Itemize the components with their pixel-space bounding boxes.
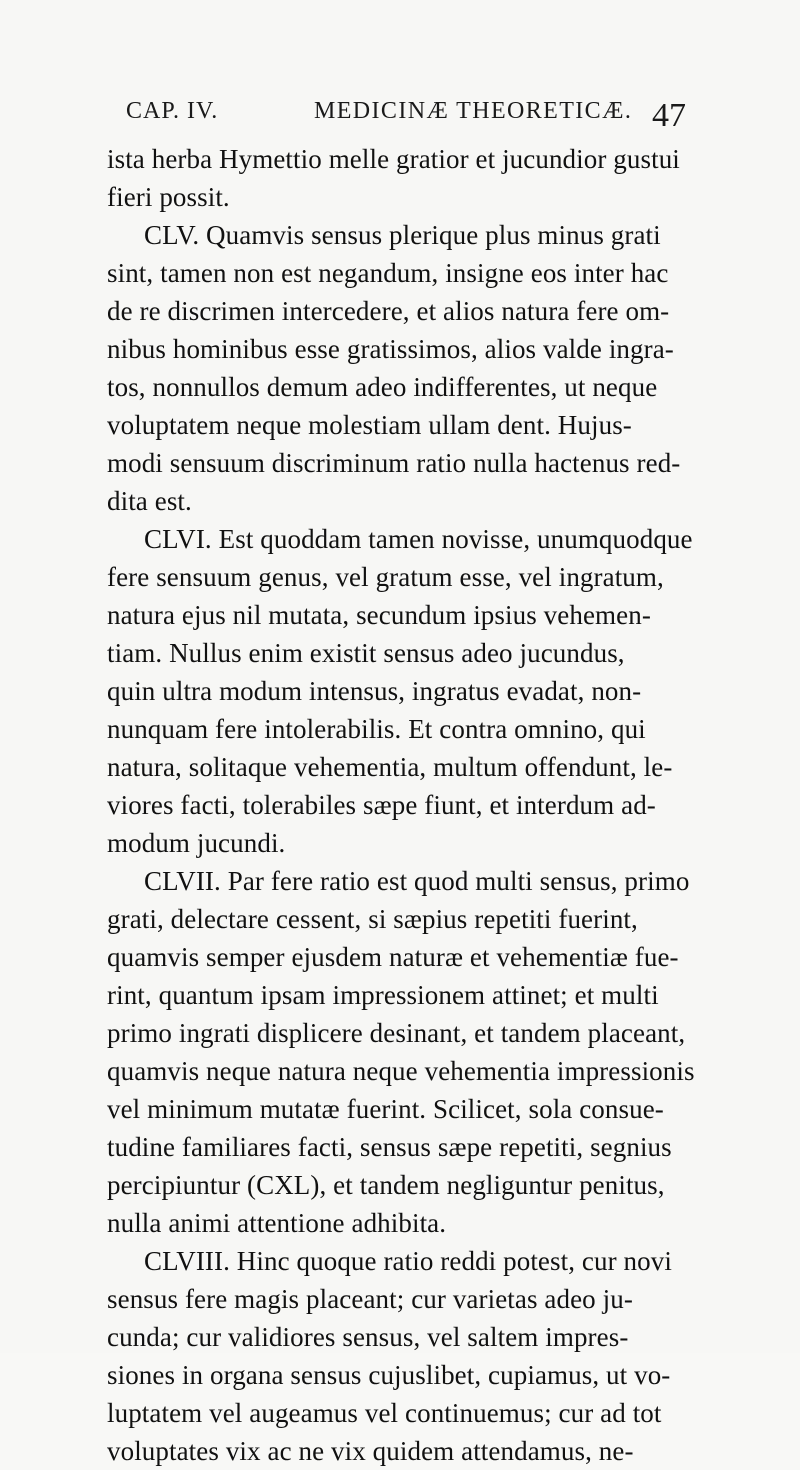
text-line: modi sensuum discriminum ratio nulla hactenus red- <box>107 448 681 478</box>
text-line: dita est. <box>107 486 192 516</box>
text-line: tiam. Nullus enim existit sensus adeo jucundus, <box>107 638 625 668</box>
text-line: primo ingrati displicere desinant, et tandem placeant, <box>107 1018 686 1048</box>
text-line: modum jucundi. <box>107 828 286 858</box>
text-line: grati, delectare cessent, si sæpius repetiti fuerint, <box>107 904 638 934</box>
running-header <box>126 98 686 138</box>
text-line: rint, quantum ipsam impressionem attinet; et multi <box>107 980 659 1010</box>
text-line: tos, nonnullos demum adeo indifferentes, ut neque <box>107 372 658 402</box>
text-line: quamvis semper ejusdem naturæ et vehementiæ fue- <box>107 942 679 972</box>
paragraph-start-156: CLVI. Est quoddam tamen novisse, unumquodque <box>144 524 693 554</box>
text-line: quamvis neque natura neque vehementia impressionis <box>107 1056 695 1086</box>
chapter-label: CAP. IV. <box>126 98 219 124</box>
text-line: cunda; cur validiores sensus, vel saltem impres- <box>107 1322 629 1352</box>
text-line: siones in organa sensus cujuslibet, cupiamus, ut vo- <box>107 1360 671 1390</box>
text-line: de re discrimen intercedere, et alios natura fere om- <box>107 296 670 326</box>
text-line: tudine familiares facti, sensus sæpe repetiti, segnius <box>107 1132 672 1162</box>
text-line: sint, tamen non est negandum, insigne eos inter hac <box>107 258 669 288</box>
text-line: fere sensuum genus, vel gratum esse, vel ingratum, <box>107 562 664 592</box>
text-line: vel minimum mutatæ fuerint. Scilicet, sola consue- <box>107 1094 664 1124</box>
text-line: voluptates vix ac ne vix quidem attendamus, ne- <box>107 1436 634 1466</box>
text-line: ista herba Hymettio melle gratior et jucundior gustui <box>107 144 680 174</box>
paragraph-start-155: CLV. Quamvis sensus plerique plus minus grati <box>144 220 661 250</box>
page-number: 47 <box>652 97 686 134</box>
text-line: natura ejus nil mutata, secundum ipsius vehemen- <box>107 600 651 630</box>
text-line: luptatem vel augeamus vel continuemus; cur ad tot <box>107 1398 662 1428</box>
text-line: quin ultra modum intensus, ingratus evadat, non- <box>107 676 642 706</box>
text-line: nunquam fere intolerabilis. Et contra omnino, qui <box>107 714 646 744</box>
text-line: natura, solitaque vehementia, multum offendunt, le- <box>107 752 673 782</box>
text-line: nibus hominibus esse gratissimos, alios valde ingra- <box>107 334 674 364</box>
text-line: viores facti, tolerabiles sæpe fiunt, et interdum ad- <box>107 790 656 820</box>
paragraph-start-158: CLVIII. Hinc quoque ratio reddi potest, cur novi <box>144 1246 672 1276</box>
text-line: percipiuntur (CXL), et tandem negliguntur penitus, <box>107 1170 665 1200</box>
paragraph-start-157: CLVII. Par fere ratio est quod multi sensus, primo <box>144 866 690 896</box>
section-title: MEDICINÆ THEORETICÆ. <box>314 98 633 124</box>
text-line: sensus fere magis placeant; cur varietas adeo ju- <box>107 1284 633 1314</box>
text-line: nulla animi attentione adhibita. <box>107 1208 447 1238</box>
body-text <box>107 140 697 1470</box>
text-line: voluptatem neque molestiam ullam dent. Hujus- <box>107 410 632 440</box>
text-line: fieri possit. <box>107 182 230 212</box>
